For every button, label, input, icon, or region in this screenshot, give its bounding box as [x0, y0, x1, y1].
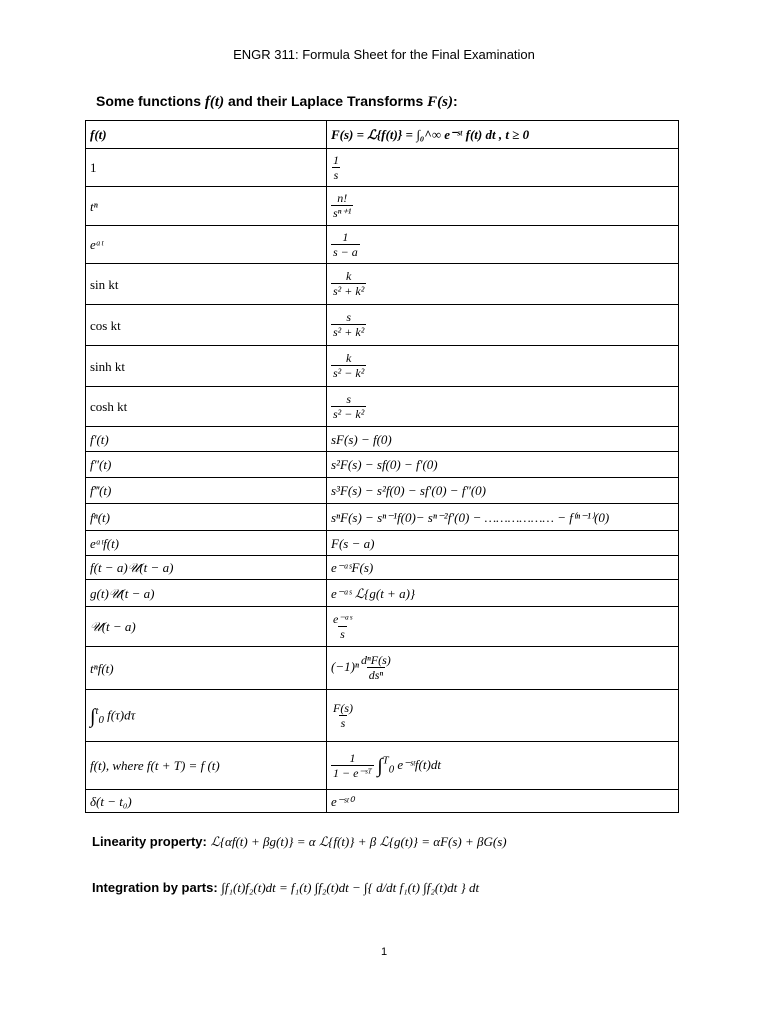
row-fs: e⁻ˢᵗ⁰: [327, 790, 679, 813]
integral-sign: ∫: [377, 754, 383, 777]
row-ft: f(t), where f(t + T) = f (t): [86, 742, 327, 790]
row-ft: 1: [86, 149, 327, 187]
fraction-numerator: s: [346, 391, 351, 406]
table-row: [86, 478, 679, 504]
page-title: ENGR 311: Formula Sheet for the Final Examination: [233, 47, 535, 62]
row-ft: [86, 690, 327, 742]
row-ft: tⁿf(t): [86, 647, 327, 690]
fraction-denominator: s² + k²: [333, 325, 365, 339]
row-fs: sⁿF(s) − sⁿ⁻¹f(0)− sⁿ⁻²f′(0) − ……………… − f⁽ⁿ⁻¹⁾(0): [327, 504, 679, 531]
header-fs: F(s) = ℒ{f(t)} = ∫₀^∞ e⁻ˢᵗ f(t) dt , t ≥ 0: [327, 121, 679, 149]
fraction-numerator: 1: [333, 152, 339, 167]
linearity-property: [92, 834, 507, 850]
integral-sign: ∫: [90, 704, 96, 727]
fs-prefix: (−1)ⁿ: [331, 658, 360, 674]
fraction-numerator: e⁻ᵃˢ: [333, 611, 352, 626]
fraction: [331, 192, 353, 220]
fraction-numerator: n!: [337, 191, 348, 205]
table-row: [86, 226, 679, 264]
table-row: [86, 187, 679, 226]
row-fs: [327, 226, 679, 264]
table-row: [86, 531, 679, 556]
row-ft: 𝒰(t − a): [86, 607, 327, 647]
laplace-table: [85, 120, 679, 813]
row-fs: [327, 187, 679, 226]
section-heading-mid: and their Laplace Transforms: [227, 93, 424, 109]
row-fs: e⁻ᵃˢ ℒ{g(t + a)}: [327, 580, 679, 607]
fraction: [331, 752, 374, 780]
linearity-label: Linearity property:: [92, 834, 207, 849]
fraction-denominator: sⁿ⁺¹: [333, 206, 352, 220]
integral-lower-limit: 0: [98, 713, 104, 726]
section-heading-fs: F(s): [427, 94, 453, 110]
table-row: [86, 264, 679, 305]
row-ft: fⁿ(t): [86, 504, 327, 531]
row-fs: F(s − a): [327, 531, 679, 556]
row-ft: eᵃᵗ: [86, 226, 327, 264]
table-row: [86, 149, 679, 187]
integral-lower-limit: 0: [388, 763, 395, 776]
table-row: [86, 452, 679, 478]
fraction-denominator: s: [340, 715, 346, 730]
row-ft: cos kt: [86, 305, 327, 346]
fraction: [331, 613, 354, 641]
row-fs: e⁻ᵃˢF(s): [327, 556, 679, 580]
fraction-numerator: dⁿF(s): [361, 653, 391, 667]
fraction-numerator: k: [345, 269, 352, 283]
row-fs: [327, 346, 679, 387]
row-fs: [327, 264, 679, 305]
row-ft: sinh kt: [86, 346, 327, 387]
table-header-row: [86, 121, 679, 149]
row-ft: g(t)𝒰(t − a): [86, 580, 327, 607]
row-fs: [327, 149, 679, 187]
row-fs: [327, 742, 679, 790]
fraction: [331, 393, 366, 421]
integrand: f(τ)dτ: [107, 706, 136, 722]
fraction-numerator: k: [345, 351, 352, 365]
fraction: [331, 352, 366, 380]
integration-label: Integration by parts:: [92, 880, 218, 895]
fraction: [359, 654, 393, 682]
linearity-expression: ℒ{αf(t) + βg(t)} = α ℒ{f(t)} + β ℒ{g(t)} = αF(s) + βG(s): [210, 834, 507, 849]
table-row: [86, 556, 679, 580]
row-ft: δ(t − t₀): [86, 790, 327, 813]
table-row: [86, 346, 679, 387]
row-ft: f″(t): [86, 452, 327, 478]
row-ft: sin kt: [86, 264, 327, 305]
fraction-numerator: 1: [342, 229, 349, 244]
row-ft: eᵃᵗf(t): [86, 531, 327, 556]
page-number: 1: [380, 946, 388, 958]
header-ft: f(t): [86, 121, 327, 149]
fraction-numerator: F(s): [333, 700, 353, 715]
row-ft: tⁿ: [86, 187, 327, 226]
fraction: [331, 270, 366, 298]
fraction: [331, 231, 360, 259]
integration-by-parts: [92, 880, 479, 896]
table-row: [86, 790, 679, 813]
table-row: [86, 742, 679, 790]
table-row: [86, 607, 679, 647]
table-row: [86, 305, 679, 346]
row-fs: sF(s) − f(0): [327, 427, 679, 452]
fraction-denominator: s² − k²: [333, 406, 365, 421]
row-fs: [327, 607, 679, 647]
table-row: [86, 580, 679, 607]
fraction-denominator: s: [333, 167, 339, 182]
row-fs: [327, 387, 679, 427]
fraction: [331, 702, 355, 730]
table-row: [86, 647, 679, 690]
fraction-denominator: dsⁿ: [368, 668, 384, 682]
fraction-denominator: s² + k²: [333, 284, 365, 298]
fraction: [331, 311, 366, 339]
section-heading: Some functions f(t) and their Laplace Transforms F(s):: [96, 93, 458, 110]
fraction-denominator: s² − k²: [333, 366, 365, 380]
section-heading-label: Some functions: [96, 93, 202, 109]
fraction: [331, 154, 341, 182]
row-ft: f‴(t): [86, 478, 327, 504]
section-heading-ft: f(t): [204, 94, 225, 110]
row-fs: s²F(s) − sf(0) − f′(0): [327, 452, 679, 478]
fraction-numerator: 1: [349, 750, 356, 765]
fraction-numerator: s: [346, 310, 351, 324]
table-row: [86, 387, 679, 427]
table-row: [86, 690, 679, 742]
row-fs: [327, 690, 679, 742]
table-row: [86, 504, 679, 531]
row-ft: f(t − a)𝒰(t − a): [86, 556, 327, 580]
integral-upper-limit: t: [95, 704, 99, 717]
row-fs: s³F(s) − s²f(0) − sf′(0) − f″(0): [327, 478, 679, 504]
integration-expression: ∫f₁(t)f₂(t)dt = f₁(t) ∫f₂(t)dt − ∫{ d/dt f₁(t) ∫f₂(t)dt } dt: [221, 880, 480, 895]
integral-upper-limit: T: [382, 754, 389, 767]
integrand: e⁻ˢᵗf(t)dt: [397, 756, 441, 772]
fraction-denominator: s − a: [333, 244, 358, 259]
row-ft: cosh kt: [86, 387, 327, 427]
table-row: [86, 427, 679, 452]
row-fs: [327, 305, 679, 346]
row-fs: [327, 647, 679, 690]
fraction-denominator: s: [340, 626, 345, 641]
row-ft: f′(t): [86, 427, 327, 452]
fraction-denominator: 1 − e⁻ˢᵀ: [333, 765, 372, 780]
